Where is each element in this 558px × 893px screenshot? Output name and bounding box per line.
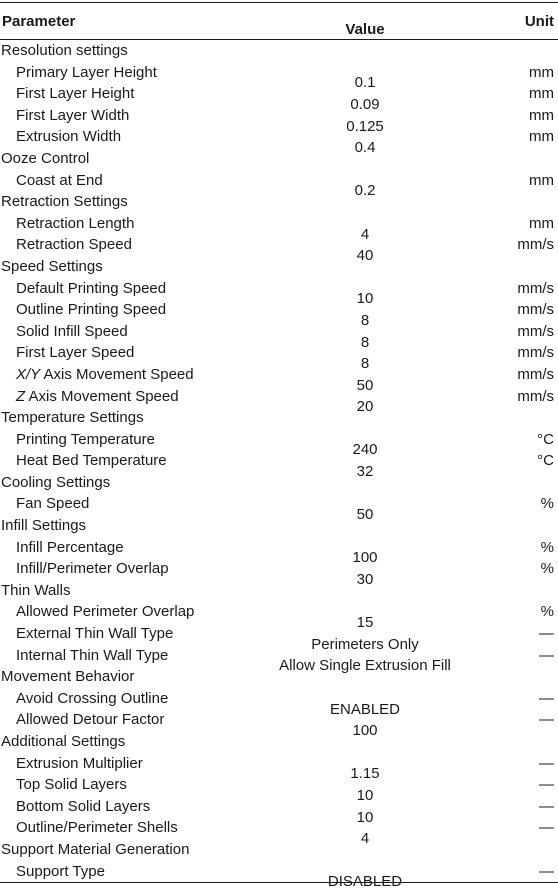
parameter-unit: mm (529, 171, 554, 189)
parameter-name: Infill Percentage (16, 538, 124, 556)
parameter-unit: mm (529, 63, 554, 81)
parameter-value: 8 (360, 355, 370, 373)
header-parameter: Parameter (2, 12, 76, 30)
parameter-value: 0.4 (354, 139, 376, 157)
parameter-unit: — (539, 711, 554, 729)
section-heading-row (0, 515, 558, 537)
parameter-table (0, 2, 558, 891)
table-row (0, 126, 558, 157)
parameter-unit: — (539, 689, 554, 707)
parameter-name: Top Solid Layers (16, 776, 127, 794)
parameter-value: ENABLED (329, 700, 401, 718)
parameter-name: X/Y Axis Movement Speed (16, 365, 194, 383)
parameter-name: Support Type (16, 862, 105, 880)
section-heading-row (0, 580, 558, 602)
section-heading: Cooling Settings (1, 473, 111, 491)
parameter-name: Retraction Length (16, 214, 135, 232)
table-row (0, 601, 558, 632)
parameter-value: DISABLED (327, 873, 403, 891)
parameter-unit: °C (537, 452, 554, 470)
parameter-name: First Layer Width (16, 106, 130, 124)
section-heading: Resolution settings (1, 42, 128, 59)
table-row (0, 213, 558, 243)
parameter-unit: — (539, 776, 554, 794)
parameter-value: 4 (360, 830, 370, 848)
parameter-unit: % (540, 603, 554, 621)
table-row (0, 645, 558, 675)
parameter-unit: — (539, 625, 554, 643)
parameter-unit: mm (529, 128, 554, 146)
parameter-unit: % (540, 560, 554, 578)
table-row (0, 861, 558, 891)
table-bottom-rule (0, 882, 558, 883)
table-row (0, 299, 558, 329)
parameter-name: Internal Thin Wall Type (16, 646, 169, 664)
parameter-value: 50 (356, 506, 374, 524)
parameter-value: 240 (352, 441, 378, 459)
table-row (0, 342, 558, 373)
table-row (0, 364, 558, 394)
parameter-name: First Layer Height (16, 85, 135, 103)
parameter-value: 4 (360, 225, 370, 243)
parameter-name: Bottom Solid Layers (16, 797, 151, 815)
section-heading: Ooze Control (1, 149, 90, 167)
table-row (0, 386, 558, 416)
section-heading: Speed Settings (1, 257, 103, 275)
parameter-name: Coast at End (16, 171, 103, 189)
section-heading: Movement Behavior (1, 668, 135, 686)
parameter-unit: mm/s (517, 365, 554, 383)
parameter-name: Allowed Perimeter Overlap (16, 603, 195, 621)
parameter-name: Heat Bed Temperature (16, 452, 167, 470)
parameter-value: 100 (352, 722, 378, 740)
parameter-unit: mm (529, 85, 554, 103)
table-row (0, 170, 558, 200)
parameter-name: First Layer Speed (16, 344, 135, 362)
parameter-unit: mm (529, 106, 554, 124)
parameter-value: 1.15 (350, 765, 380, 783)
parameter-value: 30 (356, 571, 374, 589)
parameter-value: 10 (356, 808, 374, 826)
parameter-unit: mm/s (517, 279, 554, 297)
table-row (0, 774, 558, 804)
section-heading-row (0, 256, 558, 278)
section-heading-row (0, 839, 558, 861)
parameter-unit: °C (537, 430, 554, 448)
section-heading-row (0, 40, 558, 62)
parameter-value: 50 (356, 376, 374, 394)
section-heading: Thin Walls (1, 581, 71, 599)
parameter-unit: mm/s (517, 387, 554, 405)
section-heading-row (0, 191, 558, 213)
parameter-name: Retraction Speed (16, 236, 132, 254)
table-row (0, 83, 558, 113)
parameter-unit: mm/s (517, 236, 554, 254)
table-row (0, 321, 558, 351)
parameter-name: External Thin Wall Type (16, 625, 174, 643)
table-row (0, 623, 558, 653)
parameter-value: 10 (356, 786, 374, 804)
parameter-name: Fan Speed (16, 495, 90, 513)
parameter-unit: — (539, 862, 554, 880)
parameter-value: 8 (360, 311, 370, 329)
section-heading-row (0, 472, 558, 494)
section-heading: Additional Settings (1, 733, 126, 750)
parameter-value: 0.1 (354, 74, 376, 92)
parameter-value: 0.2 (354, 182, 376, 200)
table-row (0, 429, 558, 459)
parameter-value: 8 (360, 333, 370, 351)
parameter-value: 40 (356, 247, 374, 265)
table-row (0, 62, 558, 92)
table-row (0, 234, 558, 265)
parameter-value: 32 (356, 463, 374, 481)
parameter-unit: — (539, 819, 554, 837)
section-heading-row (0, 731, 558, 753)
table-row (0, 817, 558, 848)
parameter-value: 20 (356, 398, 374, 416)
parameter-name: Primary Layer Height (16, 63, 157, 81)
parameter-name: Extrusion Multiplier (16, 754, 143, 772)
parameter-name: Solid Infill Speed (16, 322, 128, 340)
table-row (0, 105, 558, 135)
section-heading: Retraction Settings (1, 193, 128, 211)
parameter-unit: mm/s (517, 344, 554, 362)
parameter-name: Avoid Crossing Outline (16, 689, 169, 707)
parameter-value: 15 (356, 614, 374, 632)
parameter-unit: mm (529, 214, 554, 232)
parameter-name: Outline Printing Speed (16, 301, 167, 319)
table-row (0, 493, 558, 524)
table-row (0, 558, 558, 589)
parameter-value: 100 (352, 549, 378, 567)
parameter-unit: mm/s (517, 322, 554, 340)
parameter-value: Allow Single Extrusion Fill (279, 657, 451, 675)
parameter-unit: mm/s (517, 301, 554, 319)
parameter-name: Outline/Perimeter Shells (16, 819, 178, 837)
table-row (0, 796, 558, 826)
parameter-value: 0.09 (350, 95, 380, 113)
table-body (0, 40, 558, 891)
parameter-value: 10 (356, 290, 374, 308)
parameter-unit: % (540, 538, 554, 556)
section-heading-row (0, 148, 558, 170)
section-heading: Infill Settings (1, 517, 87, 535)
table-row (0, 709, 558, 740)
parameter-value: Perimeters Only (311, 635, 419, 653)
table-row (0, 688, 558, 718)
table-header-row: Parameter Value Unit (0, 3, 558, 39)
parameter-name: Printing Temperature (16, 430, 155, 448)
parameter-name: Extrusion Width (16, 128, 122, 146)
parameter-name: Infill/Perimeter Overlap (16, 560, 169, 578)
parameter-unit: % (540, 495, 554, 513)
table-row (0, 537, 558, 567)
header-unit: Unit (524, 12, 554, 30)
parameter-unit: — (539, 797, 554, 815)
parameter-name: Z Axis Movement Speed (16, 387, 179, 405)
parameter-name: Default Printing Speed (16, 279, 167, 297)
parameter-unit: — (539, 754, 554, 772)
parameter-name: Allowed Detour Factor (16, 711, 165, 729)
table-row (0, 278, 558, 308)
parameter-value: 0.125 (346, 117, 384, 135)
table-row (0, 753, 558, 783)
section-heading: Support Material Generation (1, 840, 190, 858)
section-heading: Temperature Settings (1, 409, 144, 427)
table-row (0, 450, 558, 481)
parameter-unit: — (539, 646, 554, 664)
section-heading-row (0, 407, 558, 429)
